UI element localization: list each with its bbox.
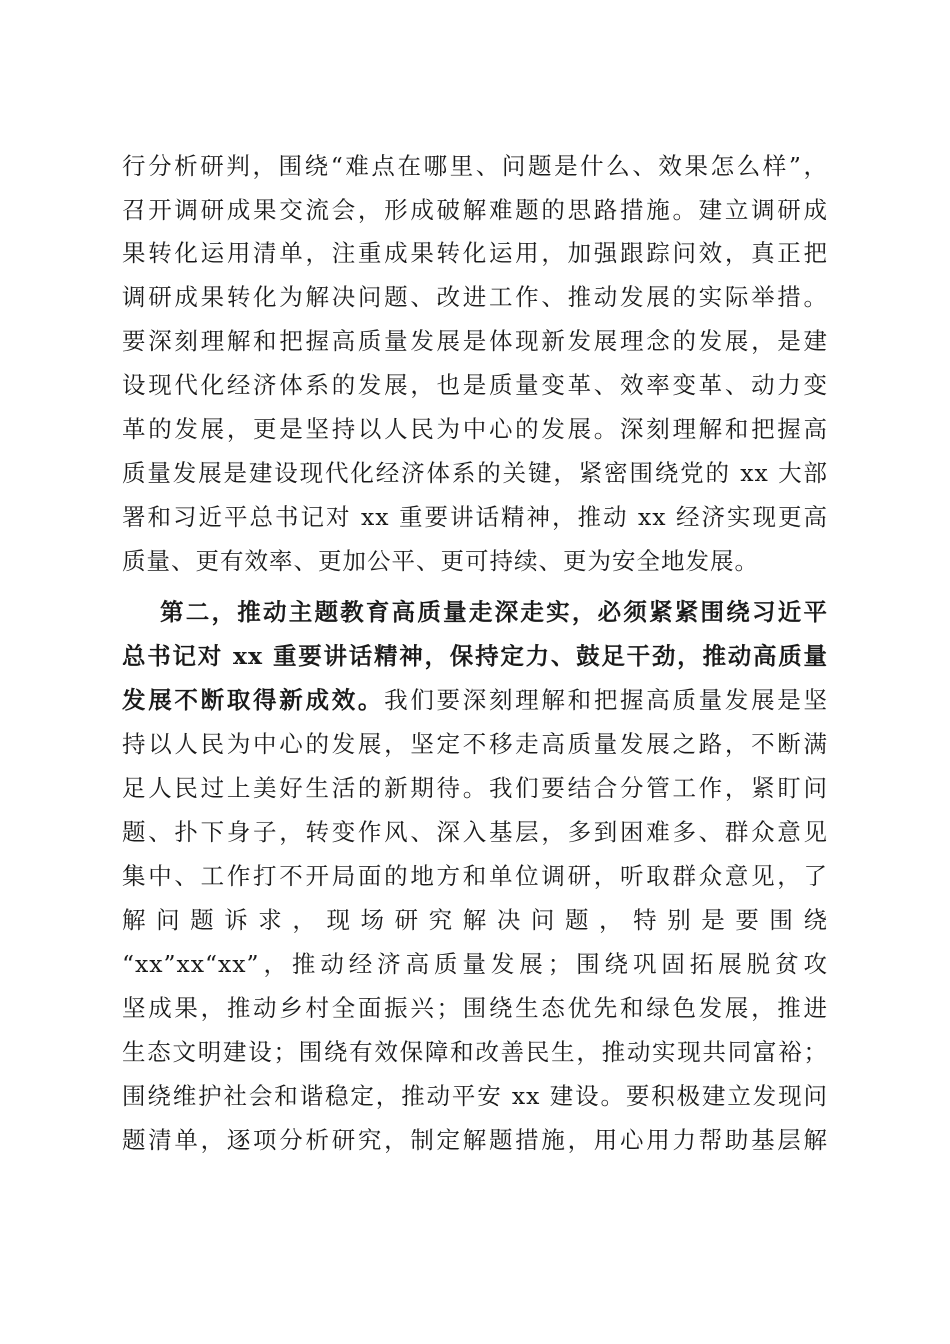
paragraph-2-line-6: 题、扑下身子，转变作风、深入基层，多到困难多、群众意见 xyxy=(122,818,828,846)
paragraph-2-line-4: 持以人民为中心的发展，坚定不移走高质量发展之路，不断满 xyxy=(122,730,828,758)
paragraph-1-line-5: 要深刻理解和把握高质量发展是体现新发展理念的发展，是建 xyxy=(122,327,828,355)
paragraph-2-line-12: 围绕维护社会和谐稳定，推动平安 xx 建设。要积极建立发现问 xyxy=(122,1082,828,1110)
paragraph-2-line-8: 解问题诉求，现场研究解决问题，特别是要围绕 xyxy=(122,906,828,934)
paragraph-1-line-1: 行分析研判，围绕“难点在哪里、问题是什么、效果怎么样”， xyxy=(122,152,828,180)
paragraph-1-line-10: 质量、更有效率、更加公平、更可持续、更为安全地发展。 xyxy=(122,547,759,575)
paragraph-2-bold-line-1: 第二，推动主题教育高质量走深走实，必须紧紧围绕习近平 xyxy=(160,598,828,626)
paragraph-2-bold-line-2: 总书记对 xx 重要讲话精神，保持定力、鼓足干劲，推动高质量 xyxy=(122,642,828,670)
paragraph-2-line-3 xyxy=(122,678,828,722)
paragraph-1-line-3: 果转化运用清单，注重成果转化运用，加强跟踪问效，真正把 xyxy=(122,239,828,267)
paragraph-1-line-4: 调研成果转化为解决问题、改进工作、推动发展的实际举措。 xyxy=(122,283,828,311)
paragraph-2-bold-line-3: 发展不断取得新成效。 xyxy=(122,686,385,714)
paragraph-1-line-9: 署和习近平总书记对 xx 重要讲话精神，推动 xx 经济实现更高 xyxy=(122,503,828,531)
paragraph-1-line-7: 革的发展，更是坚持以人民为中心的发展。深刻理解和把握高 xyxy=(122,415,828,443)
paragraph-2-line-13: 题清单，逐项分析研究，制定解题措施，用心用力帮助基层解 xyxy=(122,1126,828,1154)
paragraph-1-line-8: 质量发展是建设现代化经济体系的关键，紧密围绕党的 xx 大部 xyxy=(122,459,828,487)
paragraph-1-line-2: 召开调研成果交流会，形成破解难题的思路措施。建立调研成 xyxy=(122,196,828,224)
paragraph-2-line-10: 坚成果，推动乡村全面振兴；围绕生态优先和绿色发展，推进 xyxy=(122,994,828,1022)
paragraph-2-line-3-rest: 我们要深刻理解和把握高质量发展是坚 xyxy=(384,686,829,714)
paragraph-2-line-11: 生态文明建设；围绕有效保障和改善民生，推动实现共同富裕； xyxy=(122,1038,828,1066)
paragraph-2-line-7: 集中、工作打不开局面的地方和单位调研，听取群众意见，了 xyxy=(122,862,828,890)
paragraph-2-line-5: 足人民过上美好生活的新期待。我们要结合分管工作，紧盯问 xyxy=(122,774,828,802)
paragraph-1-line-6: 设现代化经济体系的发展，也是质量变革、效率变革、动力变 xyxy=(122,371,828,399)
paragraph-2-line-9: “xx”xx“xx”，推动经济高质量发展；围绕巩固拓展脱贫攻 xyxy=(122,950,828,978)
